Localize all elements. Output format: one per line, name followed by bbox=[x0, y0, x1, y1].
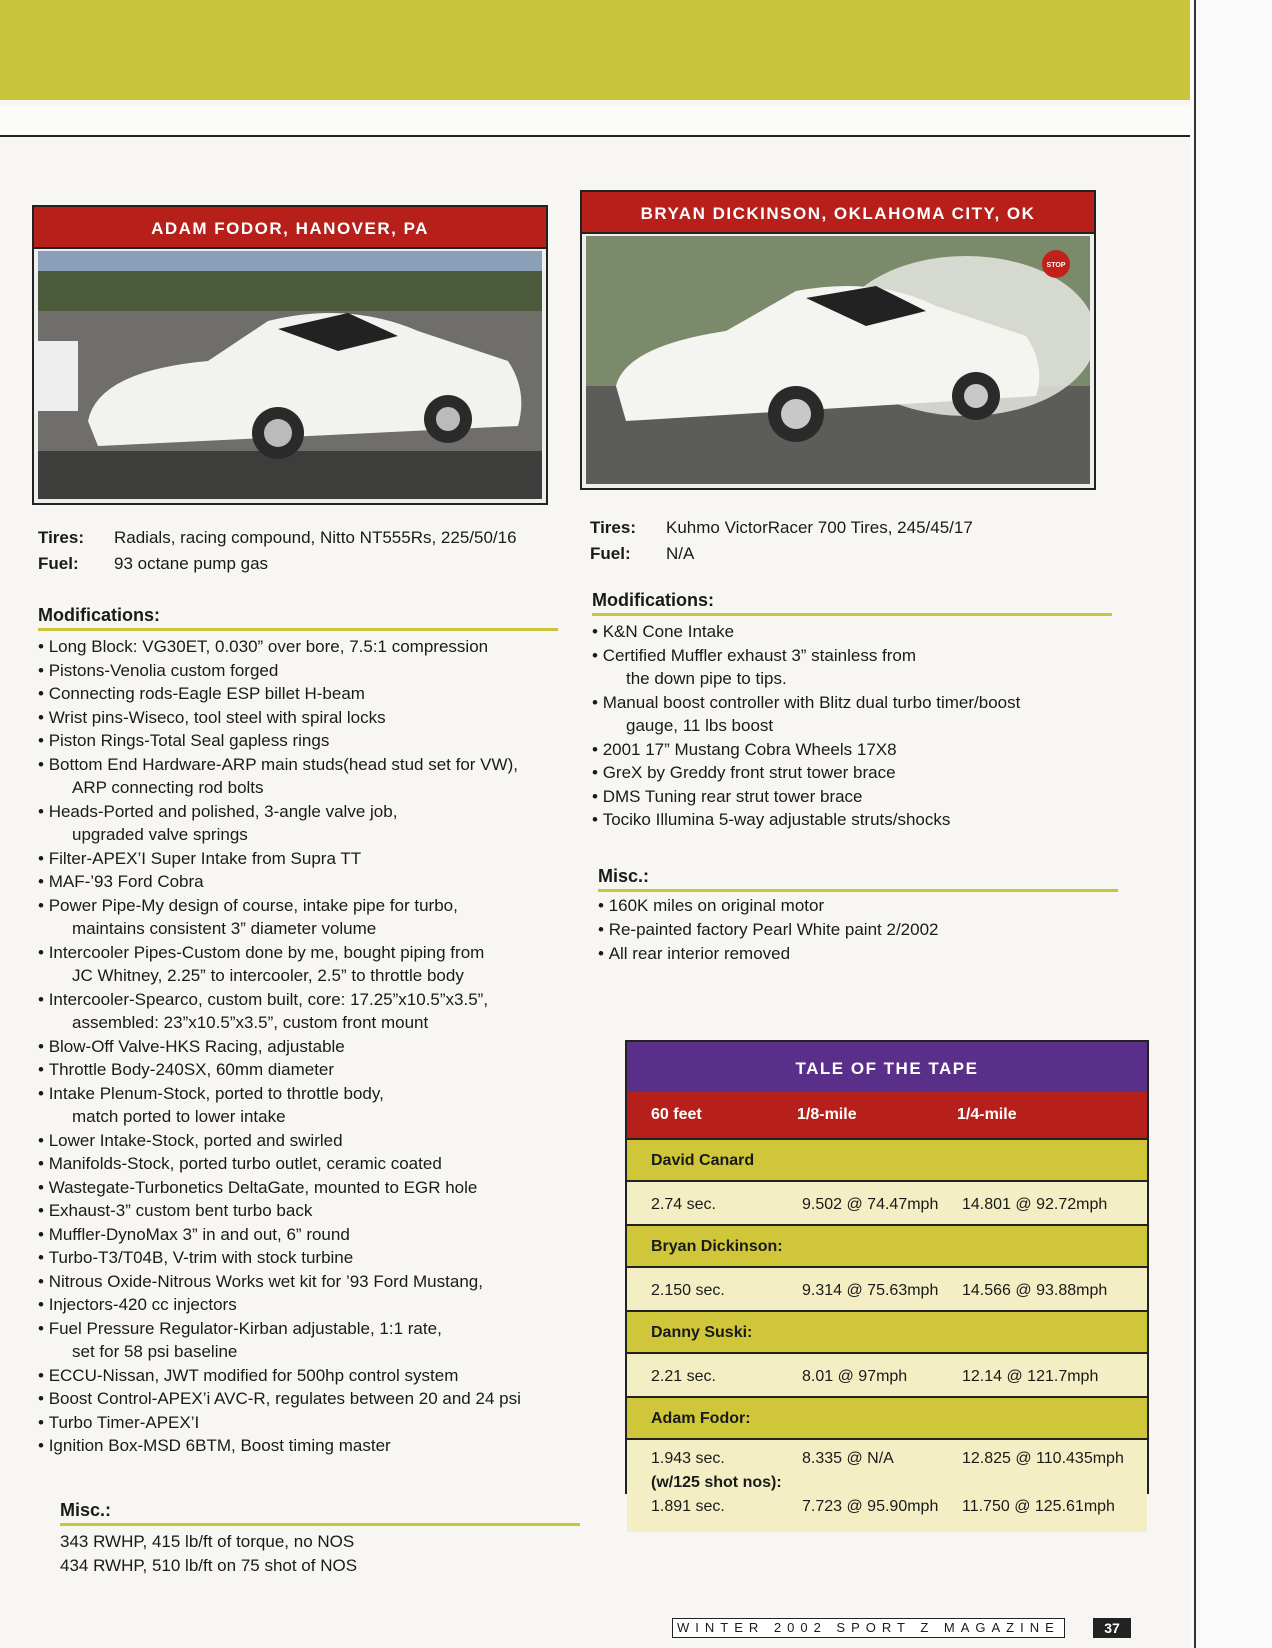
eighth-time: 9.502 @ 74.47mph bbox=[802, 1196, 939, 1213]
eighth-time: 8.335 @ N/A bbox=[802, 1450, 894, 1467]
modification-item: • MAF-’93 Ford Cobra bbox=[38, 870, 588, 894]
sixty-time: 1.891 sec. bbox=[651, 1498, 725, 1515]
modification-item: • Injectors-420 cc injectors bbox=[38, 1293, 588, 1317]
left-photo-card bbox=[32, 205, 548, 505]
misc-item: • All rear interior removed bbox=[598, 944, 791, 963]
sixty-time: 2.74 sec. bbox=[651, 1196, 716, 1213]
left-mods-rule bbox=[38, 628, 558, 631]
racer-times bbox=[627, 1354, 1147, 1398]
tape-title: TALE OF THE TAPE bbox=[627, 1042, 1147, 1092]
modification-item: • GreX by Greddy front strut tower brace bbox=[592, 761, 1132, 785]
modification-item: • Throttle Body-240SX, 60mm diameter bbox=[38, 1058, 588, 1082]
right-misc-rule bbox=[598, 889, 1118, 892]
quarter-time: 11.750 @ 125.61mph bbox=[962, 1498, 1115, 1515]
col-quarter: 1/4-mile bbox=[957, 1106, 1017, 1123]
modification-item: • Wastegate-Turbonetics DeltaGate, mounted to EGR hole bbox=[38, 1176, 588, 1200]
page-number: 37 bbox=[1093, 1618, 1131, 1638]
modification-item: • 2001 17” Mustang Cobra Wheels 17X8 bbox=[592, 738, 1132, 762]
modification-item: • Wrist pins-Wiseco, tool steel with spiral locks bbox=[38, 706, 588, 730]
modification-item: • Connecting rods-Eagle ESP billet H-beam bbox=[38, 682, 588, 706]
sixty-time: 2.150 sec. bbox=[651, 1282, 725, 1299]
modification-item: • Heads-Ported and polished, 3-angle valve job, upgraded valve springs bbox=[38, 800, 588, 847]
col-eighth: 1/8-mile bbox=[797, 1106, 857, 1123]
quarter-time: 12.825 @ 110.435mph bbox=[962, 1450, 1124, 1467]
racer-times bbox=[627, 1440, 1147, 1532]
modification-item: • ECCU-Nissan, JWT modified for 500hp control system bbox=[38, 1364, 588, 1388]
col-60ft: 60 feet bbox=[651, 1106, 702, 1123]
modification-item: • Tociko Illumina 5-way adjustable struts/shocks bbox=[592, 808, 1132, 832]
tires-label: Tires: bbox=[38, 528, 84, 547]
racer-times bbox=[627, 1182, 1147, 1226]
tires-value: Kuhmo VictorRacer 700 Tires, 245/45/17 bbox=[666, 518, 973, 537]
right-misc-list bbox=[598, 894, 939, 966]
modification-item: • Long Block: VG30ET, 0.030” over bore, 7.5:1 compression bbox=[38, 635, 588, 659]
modification-item: • Turbo Timer-APEX’I bbox=[38, 1411, 588, 1435]
modification-item: • Fuel Pressure Regulator-Kirban adjustable, 1:1 rate, set for 58 psi baseline bbox=[38, 1317, 588, 1364]
misc-item: • 160K miles on original motor bbox=[598, 896, 825, 915]
misc-line: 434 RWHP, 510 lb/ft on 75 shot of NOS bbox=[60, 1556, 358, 1575]
left-mods-list bbox=[38, 635, 588, 1458]
tale-of-the-tape-table bbox=[625, 1040, 1149, 1515]
tires-label: Tires: bbox=[590, 518, 636, 537]
fuel-value: N/A bbox=[666, 544, 695, 563]
eighth-time: 7.723 @ 95.90mph bbox=[802, 1498, 939, 1515]
right-mods-list bbox=[592, 620, 1132, 832]
modification-item: • Intercooler-Spearco, custom built, core: 17.25”x10.5”x3.5”, assembled: 23”x10.5”x3.5”, custom front mount bbox=[38, 988, 588, 1035]
left-misc-rule bbox=[60, 1523, 580, 1526]
modification-item: • Lower Intake-Stock, ported and swirled bbox=[38, 1129, 588, 1153]
racer-name: Danny Suski: bbox=[627, 1312, 1147, 1354]
modification-item: • Intake Plenum-Stock, ported to throttle body, match ported to lower intake bbox=[38, 1082, 588, 1129]
modification-item: • Power Pipe-My design of course, intake pipe for turbo, maintains consistent 3” diameter volume bbox=[38, 894, 588, 941]
left-specs bbox=[38, 525, 517, 577]
left-car-photo bbox=[38, 251, 542, 499]
stop-sign-text: STOP bbox=[1046, 262, 1066, 269]
right-mods-rule bbox=[592, 613, 1112, 616]
modification-item: • Certified Muffler exhaust 3” stainless from the down pipe to tips. bbox=[592, 644, 1132, 691]
racer-name: Adam Fodor: bbox=[627, 1398, 1147, 1440]
magazine-footer: WINTER 2002 SPORT Z MAGAZINE bbox=[672, 1618, 1065, 1638]
left-mods-heading: Modifications: bbox=[38, 605, 160, 625]
modification-item: • Manifolds-Stock, ported turbo outlet, ceramic coated bbox=[38, 1152, 588, 1176]
eighth-time: 9.314 @ 75.63mph bbox=[802, 1282, 939, 1299]
top-color-band bbox=[0, 0, 1190, 100]
modification-item: • Exhaust-3” custom bent turbo back bbox=[38, 1199, 588, 1223]
right-car-photo bbox=[586, 236, 1090, 484]
modification-item: • K&N Cone Intake bbox=[592, 620, 1132, 644]
misc-item: • Re-painted factory Pearl White paint 2/2002 bbox=[598, 920, 939, 939]
racer-name: David Canard bbox=[627, 1140, 1147, 1182]
right-mods-heading: Modifications: bbox=[592, 590, 714, 610]
left-misc-lines bbox=[60, 1530, 357, 1578]
fuel-value: 93 octane pump gas bbox=[114, 554, 269, 573]
quarter-time: 14.801 @ 92.72mph bbox=[962, 1196, 1108, 1213]
tape-column-headers bbox=[627, 1092, 1147, 1140]
sixty-time: 2.21 sec. bbox=[651, 1368, 716, 1385]
nos-note: (w/125 shot nos): bbox=[651, 1474, 782, 1491]
modification-item: • Nitrous Oxide-Nitrous Works wet kit for ’93 Ford Mustang, bbox=[38, 1270, 588, 1294]
top-rule bbox=[0, 105, 1190, 137]
right-photo-header: BRYAN DICKINSON, OKLAHOMA CITY, OK bbox=[582, 192, 1094, 234]
modification-item: • Piston Rings-Total Seal gapless rings bbox=[38, 729, 588, 753]
page-gutter bbox=[1190, 0, 1272, 1648]
right-photo-card bbox=[580, 190, 1096, 490]
tires-value: Radials, racing compound, Nitto NT555Rs, 225/50/16 bbox=[114, 528, 517, 547]
right-misc-heading: Misc.: bbox=[598, 866, 650, 886]
racer-name: Bryan Dickinson: bbox=[627, 1226, 1147, 1268]
right-specs bbox=[590, 515, 973, 567]
modification-item: • Manual boost controller with Blitz dual turbo timer/boost gauge, 11 lbs boost bbox=[592, 691, 1132, 738]
quarter-time: 14.566 @ 93.88mph bbox=[962, 1282, 1108, 1299]
modification-item: • Pistons-Venolia custom forged bbox=[38, 659, 588, 683]
racer-times bbox=[627, 1268, 1147, 1312]
modification-item: • Ignition Box-MSD 6BTM, Boost timing master bbox=[38, 1434, 588, 1458]
modification-item: • Intercooler Pipes-Custom done by me, bought piping from JC Whitney, 2.25” to intercooler, 2.5” to throttle body bbox=[38, 941, 588, 988]
left-photo-header: ADAM FODOR, HANOVER, PA bbox=[34, 207, 546, 249]
sixty-time: 1.943 sec. bbox=[651, 1450, 725, 1467]
left-misc-heading: Misc.: bbox=[60, 1500, 112, 1520]
modification-item: • Bottom End Hardware-ARP main studs(head stud set for VW), ARP connecting rod bolts bbox=[38, 753, 588, 800]
modification-item: • Turbo-T3/T04B, V-trim with stock turbine bbox=[38, 1246, 588, 1270]
eighth-time: 8.01 @ 97mph bbox=[802, 1368, 908, 1385]
modification-item: • DMS Tuning rear strut tower brace bbox=[592, 785, 1132, 809]
modification-item: • Filter-APEX’I Super Intake from Supra TT bbox=[38, 847, 588, 871]
modification-item: • Boost Control-APEX’i AVC-R, regulates between 20 and 24 psi bbox=[38, 1387, 588, 1411]
quarter-time: 12.14 @ 121.7mph bbox=[962, 1368, 1099, 1385]
fuel-label: Fuel: bbox=[590, 544, 631, 563]
fuel-label: Fuel: bbox=[38, 554, 79, 573]
modification-item: • Blow-Off Valve-HKS Racing, adjustable bbox=[38, 1035, 588, 1059]
misc-line: 343 RWHP, 415 lb/ft of torque, no NOS bbox=[60, 1532, 355, 1551]
modification-item: • Muffler-DynoMax 3” in and out, 6” round bbox=[38, 1223, 588, 1247]
